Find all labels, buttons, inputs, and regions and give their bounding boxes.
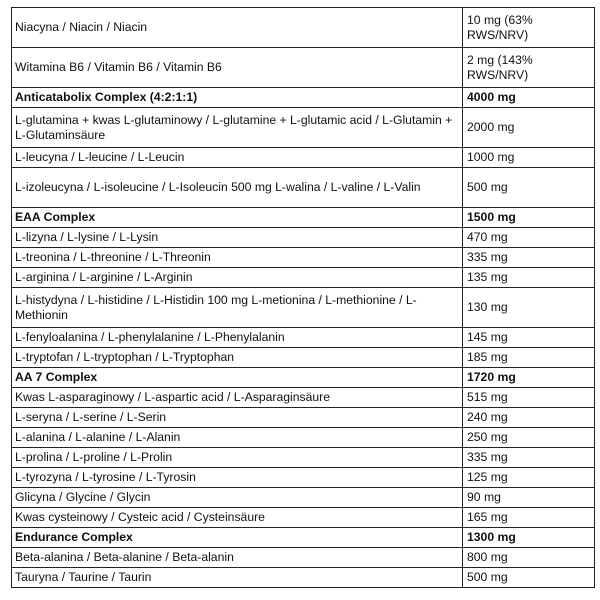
table-row <box>12 168 595 208</box>
ingredient-amount: 500 mg <box>463 168 595 208</box>
complex-amount: 1720 mg <box>463 368 595 388</box>
ingredient-amount: 515 mg <box>463 388 595 408</box>
table-row <box>12 48 595 88</box>
ingredient-amount: 165 mg <box>463 508 595 528</box>
ingredient-name: Tauryna / Taurine / Taurin <box>12 568 463 588</box>
ingredient-name: Kwas cysteinowy / Cysteic acid / Cysteinsäure <box>12 508 463 528</box>
ingredient-amount: 800 mg <box>463 548 595 568</box>
complex-name: EAA Complex <box>12 208 463 228</box>
complex-amount: 1500 mg <box>463 208 595 228</box>
ingredients-table-body <box>12 8 595 588</box>
table-row <box>12 328 595 348</box>
complex-amount: 1300 mg <box>463 528 595 548</box>
table-row <box>12 548 595 568</box>
ingredient-name: L-prolina / L-proline / L-Prolin <box>12 448 463 468</box>
ingredient-name: L-treonina / L-threonine / L-Threonin <box>12 248 463 268</box>
ingredient-amount: 470 mg <box>463 228 595 248</box>
ingredient-amount: 130 mg <box>463 288 595 328</box>
ingredient-amount: 500 mg <box>463 568 595 588</box>
table-row <box>12 408 595 428</box>
ingredient-amount: 90 mg <box>463 488 595 508</box>
complex-name: Anticatabolix Complex (4:2:1:1) <box>12 88 463 108</box>
ingredient-name: L-alanina / L-alanine / L-Alanin <box>12 428 463 448</box>
table-row-complex-header <box>12 368 595 388</box>
ingredient-amount: 250 mg <box>463 428 595 448</box>
table-row <box>12 148 595 168</box>
table-row <box>12 468 595 488</box>
ingredient-name: Beta-alanina / Beta-alanine / Beta-alanin <box>12 548 463 568</box>
ingredient-name: Niacyna / Niacin / Niacin <box>12 8 463 48</box>
table-row-complex-header <box>12 528 595 548</box>
ingredient-name: L-glutamina + kwas L-glutaminowy / L-glutamine + L-glutamic acid / L-Glutamin + L-Glutaminsäure <box>12 108 463 148</box>
ingredient-amount: 2000 mg <box>463 108 595 148</box>
ingredient-name: Witamina B6 / Vitamin B6 / Vitamin B6 <box>12 48 463 88</box>
table-row <box>12 488 595 508</box>
ingredient-name: Kwas L-asparaginowy / L-aspartic acid / L-Asparaginsäure <box>12 388 463 408</box>
table-row <box>12 8 595 48</box>
ingredient-name: L-tryptofan / L-tryptophan / L-Tryptophan <box>12 348 463 368</box>
ingredient-amount: 335 mg <box>463 448 595 468</box>
table-row <box>12 448 595 468</box>
table-row <box>12 108 595 148</box>
table-row <box>12 228 595 248</box>
ingredient-amount: 145 mg <box>463 328 595 348</box>
complex-name: AA 7 Complex <box>12 368 463 388</box>
ingredient-name: L-seryna / L-serine / L-Serin <box>12 408 463 428</box>
table-row <box>12 568 595 588</box>
table-row <box>12 348 595 368</box>
complex-name: Endurance Complex <box>12 528 463 548</box>
ingredient-name: L-tyrozyna / L-tyrosine / L-Tyrosin <box>12 468 463 488</box>
ingredient-amount: 335 mg <box>463 248 595 268</box>
table-row-complex-header <box>12 208 595 228</box>
ingredient-amount: 240 mg <box>463 408 595 428</box>
table-row <box>12 288 595 328</box>
complex-amount: 4000 mg <box>463 88 595 108</box>
ingredients-table <box>11 7 595 588</box>
ingredient-amount: 185 mg <box>463 348 595 368</box>
ingredient-name: L-histydyna / L-histidine / L-Histidin 100 mg L-metionina / L-methionine / L-Methionin <box>12 288 463 328</box>
ingredient-amount: 10 mg (63% RWS/NRV) <box>463 8 595 48</box>
ingredient-name: L-izoleucyna / L-isoleucine / L-Isoleucin 500 mg L-walina / L-valine / L-Valin <box>12 168 463 208</box>
table-row <box>12 508 595 528</box>
ingredient-amount: 2 mg (143% RWS/NRV) <box>463 48 595 88</box>
ingredient-name: L-fenyloalanina / L-phenylalanine / L-Phenylalanin <box>12 328 463 348</box>
table-row-complex-header <box>12 88 595 108</box>
ingredient-name: L-lizyna / L-lysine / L-Lysin <box>12 228 463 248</box>
table-row <box>12 428 595 448</box>
table-row <box>12 388 595 408</box>
nutrition-table-wrapper <box>11 7 594 588</box>
ingredient-name: Glicyna / Glycine / Glycin <box>12 488 463 508</box>
ingredient-amount: 125 mg <box>463 468 595 488</box>
ingredient-name: L-arginina / L-arginine / L-Arginin <box>12 268 463 288</box>
ingredient-amount: 135 mg <box>463 268 595 288</box>
ingredient-amount: 1000 mg <box>463 148 595 168</box>
table-row <box>12 248 595 268</box>
table-row <box>12 268 595 288</box>
ingredient-name: L-leucyna / L-leucine / L-Leucin <box>12 148 463 168</box>
